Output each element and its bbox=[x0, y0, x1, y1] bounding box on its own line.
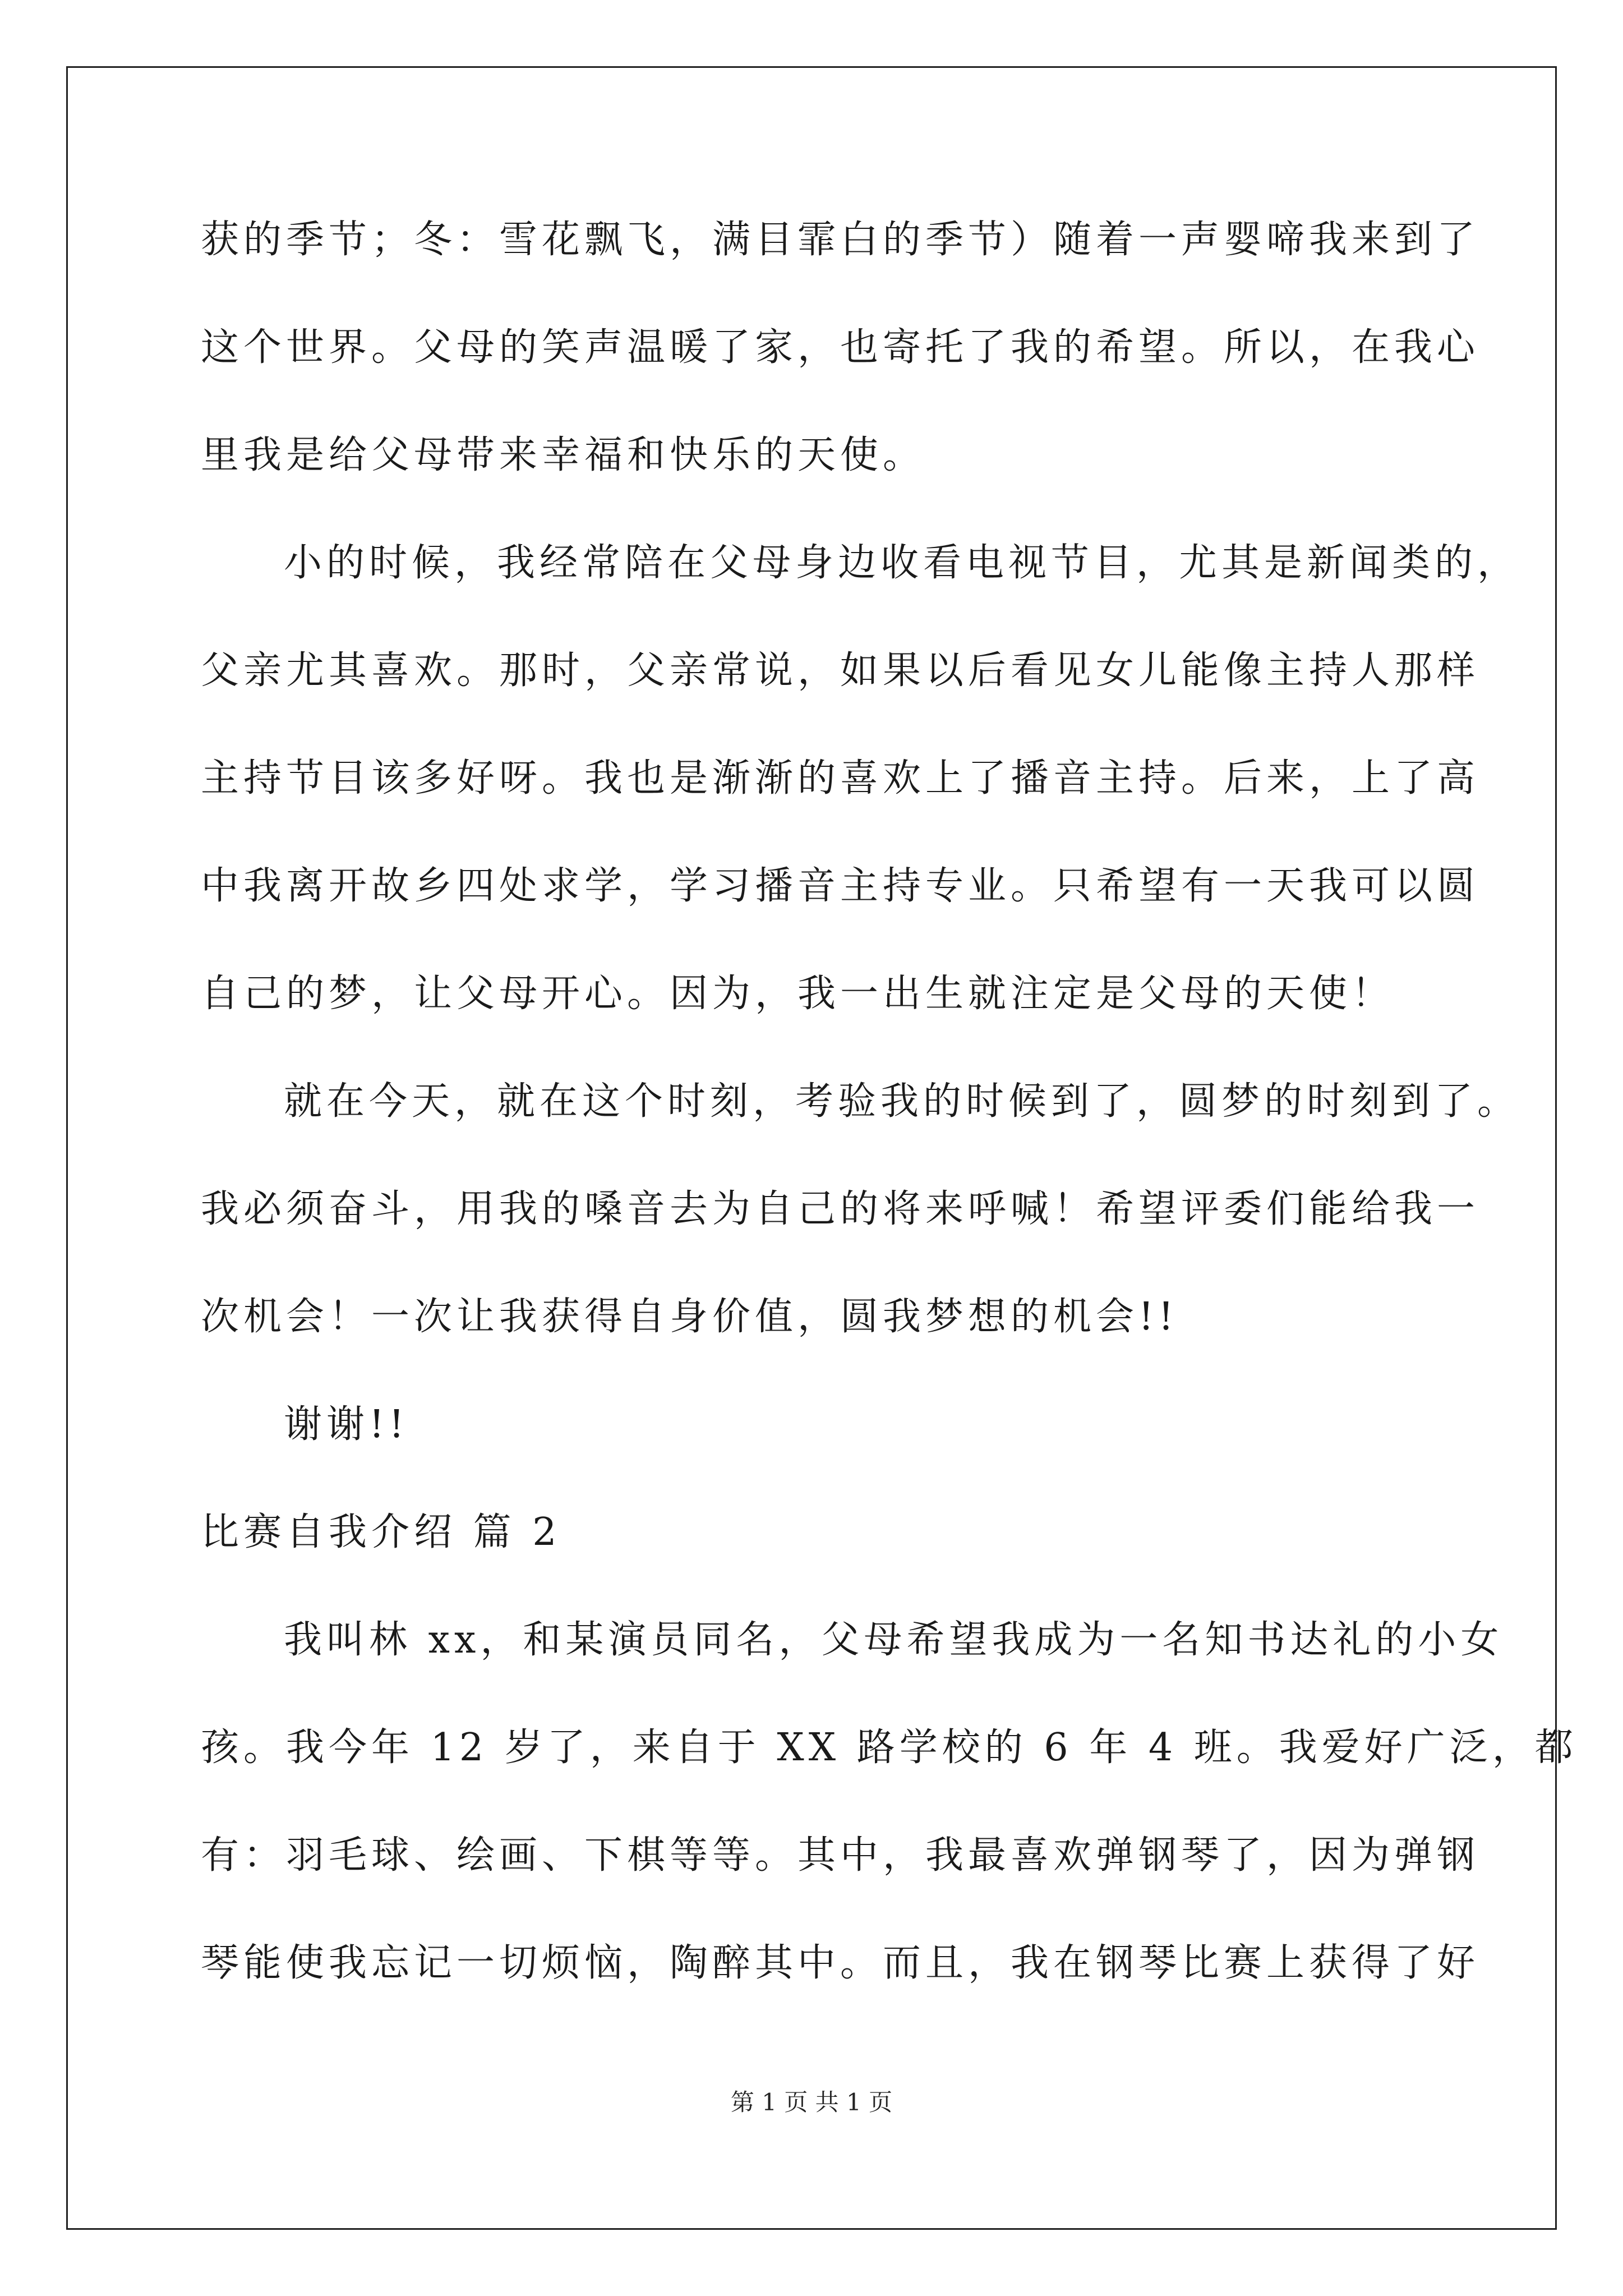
section-heading: 比赛自我介绍 篇 2 bbox=[201, 1510, 561, 1554]
text-line: 孩。我今年 12 岁了，来自于 XX 路学校的 6 年 4 班。我爱好广泛，都 bbox=[201, 1726, 1578, 1770]
text-line: 自己的梦，让父母开心。因为，我一出生就注定是父母的天使！ bbox=[201, 972, 1395, 1016]
text-line: 主持节目该多好呀。我也是渐渐的喜欢上了播音主持。后来，上了高 bbox=[201, 756, 1480, 800]
text-line: 这个世界。父母的笑声温暖了家，也寄托了我的希望。所以，在我心 bbox=[201, 325, 1480, 370]
text-line: 我叫林 xx，和某演员同名，父母希望我成为一名知书达礼的小女 bbox=[284, 1618, 1504, 1662]
text-line: 父亲尤其喜欢。那时，父亲常说，如果以后看见女儿能像主持人那样 bbox=[201, 648, 1480, 693]
document-body bbox=[201, 213, 1578, 2044]
text-line: 有：羽毛球、绘画、下棋等等。其中，我最喜欢弹钢琴了，因为弹钢 bbox=[201, 1833, 1480, 1878]
text-line: 就在今天，就在这个时刻，考验我的时候到了，圆梦的时刻到了。 bbox=[284, 1079, 1520, 1124]
page-number-footer: 第 1 页 共 1 页 bbox=[730, 2088, 893, 2116]
text-line: 次机会！一次让我获得自身价值，圆我梦想的机会!! bbox=[201, 1295, 1178, 1339]
text-line: 里我是给父母带来幸福和快乐的天使。 bbox=[201, 433, 926, 477]
text-line: 琴能使我忘记一切烦恼，陶醉其中。而且，我在钢琴比赛上获得了好 bbox=[201, 1941, 1480, 1985]
text-line: 我必须奋斗，用我的嗓音去为自己的将来呼喊！希望评委们能给我一 bbox=[201, 1187, 1480, 1231]
text-line: 小的时候，我经常陪在父母身边收看电视节目，尤其是新闻类的， bbox=[284, 541, 1520, 585]
text-line: 获的季节；冬：雪花飘飞，满目霏白的季节）随着一声婴啼我来到了 bbox=[201, 218, 1480, 262]
text-line: 谢谢!! bbox=[284, 1402, 409, 1447]
text-line: 中我离开故乡四处求学，学习播音主持专业。只希望有一天我可以圆 bbox=[201, 864, 1480, 908]
